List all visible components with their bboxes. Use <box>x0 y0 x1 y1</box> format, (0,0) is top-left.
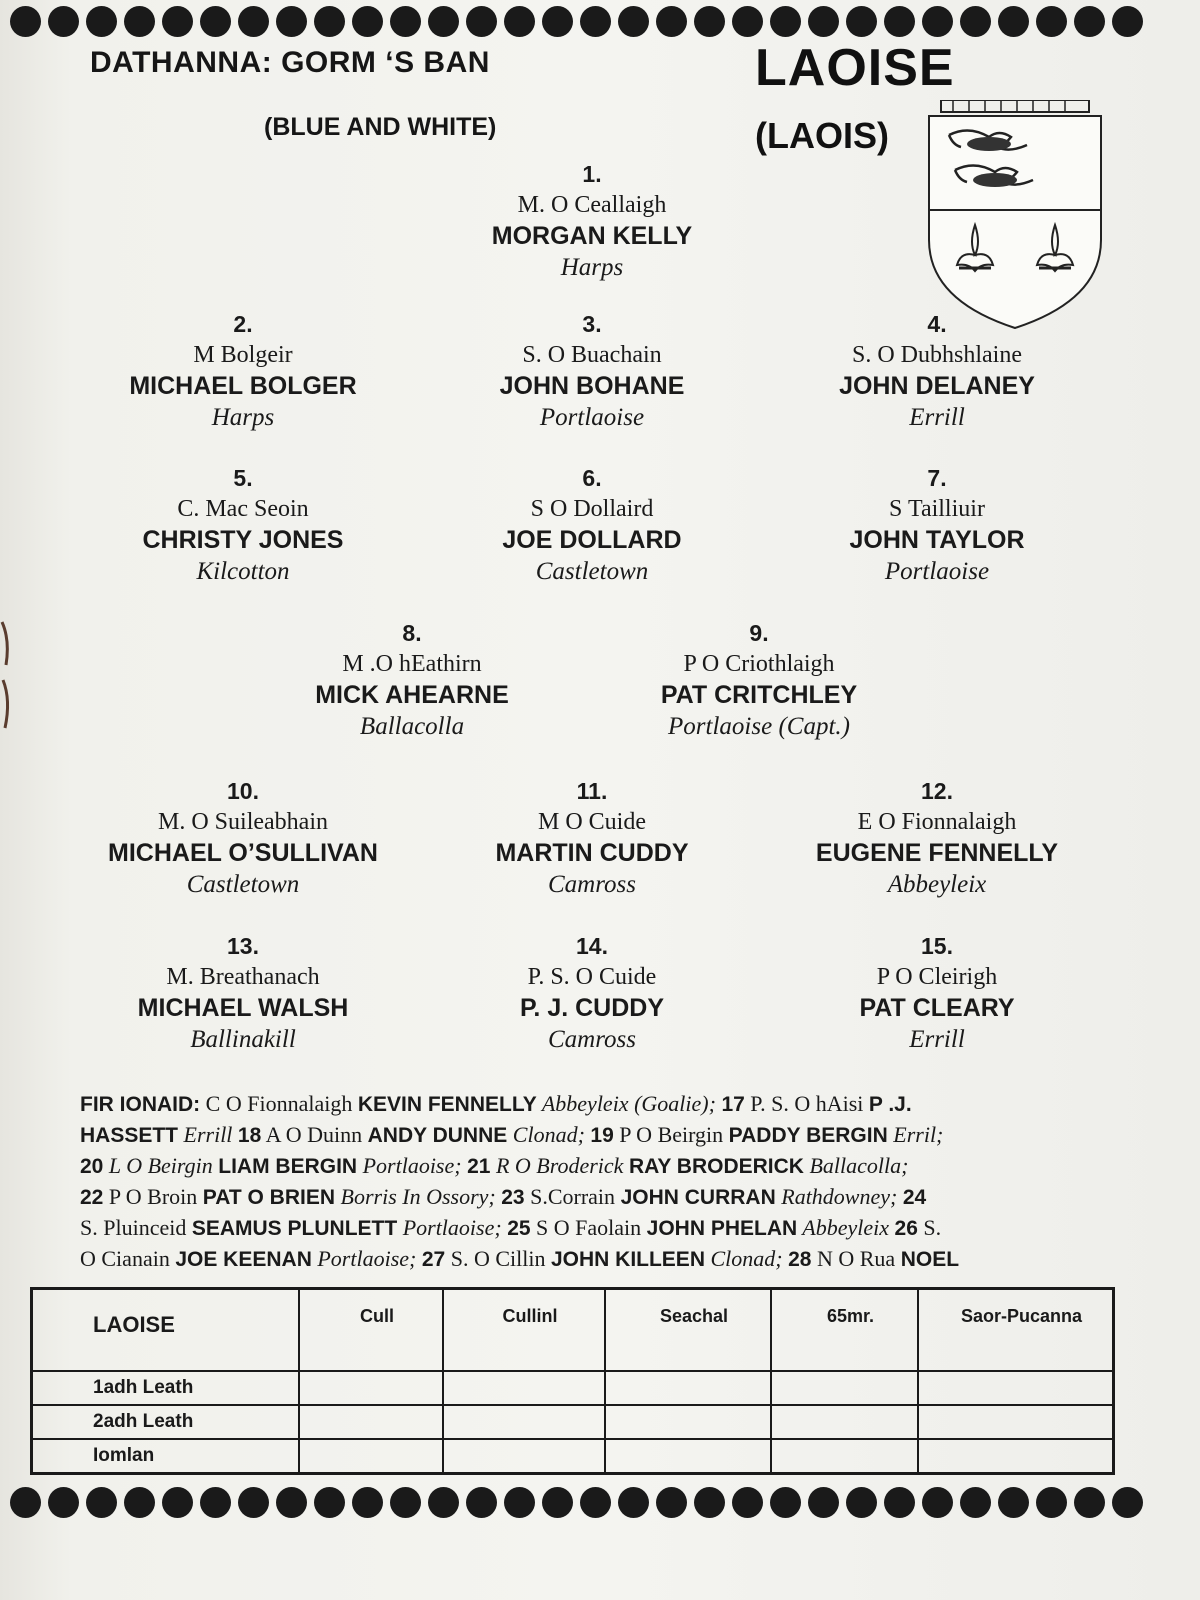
border-dot <box>656 6 687 37</box>
player-number: 1. <box>582 161 602 187</box>
sub-name: 25 <box>507 1217 531 1240</box>
player-club: Portlaoise <box>884 558 990 585</box>
border-dot <box>732 1487 763 1518</box>
sub-name: NOEL <box>900 1248 960 1271</box>
player-name: MICHAEL O’SULLIVAN <box>108 839 378 867</box>
player-irish-name: M. O Ceallaigh <box>517 192 667 218</box>
border-dot <box>428 1487 459 1518</box>
substitutes-list <box>80 1088 1120 1274</box>
border-dot <box>504 1487 535 1518</box>
border-dot <box>48 6 79 37</box>
sub-name: 17 <box>721 1093 745 1116</box>
sub-name: RAY BRODERICK <box>628 1155 804 1178</box>
score-cell <box>443 1439 605 1474</box>
border-dot <box>1036 6 1067 37</box>
sub-name: ANDY DUNNE <box>367 1124 508 1147</box>
player-irish-name: P O Cleirigh <box>876 964 998 990</box>
border-dot <box>352 6 383 37</box>
border-dot <box>200 6 231 37</box>
player-9 <box>594 617 924 742</box>
border-dot <box>124 1487 155 1518</box>
county-title: LAOISE <box>755 39 955 97</box>
player-club: Kilcotton <box>196 558 290 585</box>
player-name: PAT CRITCHLEY <box>660 681 858 709</box>
border-dot <box>1074 1487 1105 1518</box>
player-name: P. J. CUDDY <box>519 994 665 1022</box>
sub-name: 27 <box>421 1248 446 1271</box>
player-name: JOHN BOHANE <box>499 372 685 400</box>
score-cell <box>605 1439 771 1474</box>
border-dot <box>238 1487 269 1518</box>
player-irish-name: M. O Suileabhain <box>158 809 328 835</box>
substitutes-label: FIR IONAID: <box>80 1093 201 1116</box>
player-1 <box>427 158 757 283</box>
border-dot <box>770 6 801 37</box>
border-dot <box>884 1487 915 1518</box>
sub-detail: S.Corrain <box>524 1184 621 1209</box>
player-name: PAT CLEARY <box>859 994 1015 1022</box>
scoreboard-row <box>32 1439 1114 1474</box>
sub-detail: S. Pluinceid <box>80 1215 192 1240</box>
player-number: 11. <box>576 778 608 804</box>
sub-detail: Clonad; <box>704 1246 789 1271</box>
sub-detail: R O Broderick <box>490 1153 629 1178</box>
scoreboard-row-label: Iomlan <box>32 1439 300 1474</box>
sub-name: JOHN PHELAN <box>646 1217 798 1240</box>
border-dot <box>808 6 839 37</box>
score-cell <box>918 1439 1114 1474</box>
score-cell <box>443 1371 605 1405</box>
border-dot <box>10 1487 41 1518</box>
player-number: 5. <box>233 465 253 491</box>
score-cell <box>918 1371 1114 1405</box>
player-irish-name: M. Breathanach <box>166 964 320 990</box>
sub-name: 19 <box>590 1124 614 1147</box>
border-dot <box>732 6 763 37</box>
border-dot <box>922 1487 953 1518</box>
border-dot <box>922 6 953 37</box>
player-irish-name: P O Criothlaigh <box>683 651 835 677</box>
border-dot <box>86 1487 117 1518</box>
border-dot <box>352 1487 383 1518</box>
player-number: 10. <box>227 778 259 804</box>
border-dot <box>694 1487 725 1518</box>
sub-detail: S. <box>917 1215 942 1240</box>
border-dot <box>542 6 573 37</box>
substitutes-line <box>80 1150 1120 1181</box>
player-8 <box>247 617 577 742</box>
player-5 <box>78 462 408 587</box>
player-club: Errill <box>909 1026 965 1053</box>
sub-name: JOE KEENAN <box>175 1248 312 1271</box>
border-dot <box>390 6 421 37</box>
score-cell <box>918 1405 1114 1439</box>
border-dot <box>276 1487 307 1518</box>
bottom-dot-border <box>10 1487 1143 1518</box>
border-dot <box>1112 6 1143 37</box>
sub-detail: Portlaoise; <box>397 1215 508 1240</box>
border-dot <box>314 6 345 37</box>
player-irish-name: C. Mac Seoin <box>177 496 309 522</box>
player-club: Castletown <box>535 558 649 585</box>
border-dot <box>618 6 649 37</box>
sub-name: P .J. <box>868 1093 912 1116</box>
player-number: 2. <box>233 311 253 337</box>
sub-name: PAT O BRIEN <box>202 1186 336 1209</box>
sub-detail: Ballacolla; <box>803 1153 909 1178</box>
scoreboard-table <box>30 1287 1115 1475</box>
border-dot <box>542 1487 573 1518</box>
scoreboard-col-goals: Cull <box>299 1289 443 1372</box>
player-number: 13. <box>227 933 259 959</box>
border-dot <box>770 1487 801 1518</box>
border-dot <box>656 1487 687 1518</box>
player-irish-name: S. O Buachain <box>522 342 662 368</box>
colours-heading: DATHANNA: GORM ‘S BAN <box>90 46 490 79</box>
player-name: CHRISTY JONES <box>142 526 344 554</box>
player-14 <box>427 930 757 1055</box>
border-dot <box>580 6 611 37</box>
border-dot <box>48 1487 79 1518</box>
player-15 <box>772 930 1102 1055</box>
sub-detail: O Cianain <box>80 1246 176 1271</box>
border-dot <box>504 6 535 37</box>
sub-detail: Rathdowney; <box>775 1184 903 1209</box>
sub-detail: Clonad; <box>507 1122 591 1147</box>
border-dot <box>960 1487 991 1518</box>
sub-name: JOHN CURRAN <box>620 1186 776 1209</box>
player-13 <box>78 930 408 1055</box>
scoreboard-header-row <box>32 1289 1114 1372</box>
player-name: EUGENE FENNELLY <box>815 839 1059 867</box>
player-number: 12. <box>921 778 953 804</box>
player-number: 7. <box>927 465 947 491</box>
sub-name: 26 <box>894 1217 918 1240</box>
sub-name: LIAM BERGIN <box>218 1155 358 1178</box>
player-3 <box>427 308 757 433</box>
border-dot <box>124 6 155 37</box>
player-club: Camross <box>548 1026 636 1053</box>
border-dot <box>694 6 725 37</box>
binding-staple-icon <box>0 620 14 730</box>
sub-detail: P O Broin <box>103 1184 203 1209</box>
scoreboard-col-points: Cullinl <box>443 1289 605 1372</box>
player-irish-name: S Tailliuir <box>889 496 985 522</box>
sub-name: HASSETT <box>80 1124 179 1147</box>
player-club: Castletown <box>186 871 300 898</box>
sub-detail: C O Fionnalaigh <box>200 1091 358 1116</box>
border-dot <box>846 6 877 37</box>
player-irish-name: M O Cuide <box>538 809 646 835</box>
player-number: 6. <box>582 465 602 491</box>
sub-name: 21 <box>467 1155 491 1178</box>
sub-detail: N O Rua <box>811 1246 901 1271</box>
player-irish-name: E O Fionnalaigh <box>857 809 1017 835</box>
colours-english: (BLUE AND WHITE) <box>264 113 497 141</box>
player-number: 9. <box>749 620 769 646</box>
player-7 <box>772 462 1102 587</box>
border-dot <box>998 6 1029 37</box>
substitutes-line <box>80 1088 1120 1119</box>
score-cell <box>299 1405 443 1439</box>
player-club: Abbeyleix <box>887 871 987 898</box>
player-name: MICHAEL BOLGER <box>129 372 357 400</box>
scoreboard-row-label: 1adh Leath <box>32 1371 300 1405</box>
scoreboard-row <box>32 1405 1114 1439</box>
substitutes-line <box>80 1243 1120 1274</box>
border-dot <box>466 1487 497 1518</box>
scoreboard-row <box>32 1371 1114 1405</box>
sub-detail: Borris In Ossory; <box>335 1184 502 1209</box>
player-name: MORGAN KELLY <box>491 222 693 250</box>
border-dot <box>162 1487 193 1518</box>
border-dot <box>428 6 459 37</box>
border-dot <box>580 1487 611 1518</box>
sub-detail: Portlaoise; <box>357 1153 468 1178</box>
border-dot <box>390 1487 421 1518</box>
score-cell <box>605 1371 771 1405</box>
player-number: 3. <box>582 311 602 337</box>
score-cell <box>299 1371 443 1405</box>
sub-detail: Abbeyleix (Goalie); <box>536 1091 722 1116</box>
border-dot <box>10 6 41 37</box>
sub-detail: Erril; <box>887 1122 944 1147</box>
laois-crest-icon <box>925 100 1105 330</box>
border-dot <box>200 1487 231 1518</box>
border-dot <box>618 1487 649 1518</box>
player-club: Harps <box>560 254 624 281</box>
sub-name: 24 <box>902 1186 927 1209</box>
scoreboard-col-frees: Saor-Pucanna <box>918 1289 1114 1372</box>
player-irish-name: P. S. O Cuide <box>527 964 657 990</box>
player-club: Ballinakill <box>190 1026 296 1053</box>
border-dot <box>466 6 497 37</box>
sub-detail: L O Beirgin <box>103 1153 219 1178</box>
border-dot <box>998 1487 1029 1518</box>
substitutes-line <box>80 1119 1120 1150</box>
player-club: Portlaoise (Capt.) <box>668 713 850 740</box>
border-dot <box>1036 1487 1067 1518</box>
substitutes-line <box>80 1181 1120 1212</box>
sub-name: SEAMUS PLUNLETT <box>191 1217 398 1240</box>
sub-name: 20 <box>80 1155 104 1178</box>
border-dot <box>238 6 269 37</box>
scoreboard-team: LAOISE <box>32 1289 300 1372</box>
player-irish-name: M Bolgeir <box>193 342 293 368</box>
sub-detail: P. S. O hAisi <box>744 1091 869 1116</box>
sub-detail: S. O Cillin <box>445 1246 551 1271</box>
sub-name: KEVIN FENNELLY <box>357 1093 537 1116</box>
player-irish-name: S. O Dubhshlaine <box>852 342 1022 368</box>
border-dot <box>1112 1487 1143 1518</box>
player-name: JOE DOLLARD <box>502 526 682 554</box>
player-11 <box>427 775 757 900</box>
player-club: Portlaoise <box>539 404 645 431</box>
border-dot <box>276 6 307 37</box>
border-dot <box>86 6 117 37</box>
border-dot <box>1074 6 1105 37</box>
player-name: JOHN TAYLOR <box>849 526 1025 554</box>
score-cell <box>605 1405 771 1439</box>
player-name: MICK AHEARNE <box>315 681 509 709</box>
player-club: Harps <box>211 404 275 431</box>
scoreboard-row-label: 2adh Leath <box>32 1405 300 1439</box>
score-cell <box>771 1439 918 1474</box>
border-dot <box>884 6 915 37</box>
sub-name: JOHN KILLEEN <box>550 1248 705 1271</box>
sub-name: 22 <box>80 1186 104 1209</box>
border-dot <box>808 1487 839 1518</box>
sub-name: 23 <box>501 1186 525 1209</box>
player-name: JOHN DELANEY <box>839 372 1035 400</box>
player-name: MARTIN CUDDY <box>495 839 689 867</box>
sub-name: 18 <box>237 1124 262 1147</box>
player-club: Errill <box>909 404 965 431</box>
sub-detail: Errill <box>178 1122 238 1147</box>
county-english: (LAOIS) <box>755 115 889 156</box>
substitutes-line <box>80 1212 1120 1243</box>
sub-name: PADDY BERGIN <box>728 1124 888 1147</box>
player-club: Camross <box>548 871 636 898</box>
border-dot <box>960 6 991 37</box>
sub-detail: Portlaoise; <box>311 1246 422 1271</box>
player-6 <box>427 462 757 587</box>
player-12 <box>772 775 1102 900</box>
player-number: 15. <box>921 933 953 959</box>
sub-detail: P O Beirgin <box>613 1122 729 1147</box>
score-cell <box>299 1439 443 1474</box>
player-number: 8. <box>402 620 422 646</box>
player-number: 14. <box>576 933 608 959</box>
player-2 <box>78 308 408 433</box>
score-cell <box>771 1405 918 1439</box>
border-dot <box>162 6 193 37</box>
sub-name: 28 <box>788 1248 812 1271</box>
border-dot <box>314 1487 345 1518</box>
sub-detail: Abbeyleix <box>797 1215 895 1240</box>
top-dot-border <box>10 6 1143 37</box>
player-number: 4. <box>927 311 947 337</box>
scoreboard-col-65s: 65mr. <box>771 1289 918 1372</box>
score-cell <box>443 1405 605 1439</box>
player-irish-name: S O Dollaird <box>530 496 654 522</box>
player-irish-name: M .O hEathirn <box>342 651 482 677</box>
border-dot <box>846 1487 877 1518</box>
player-4 <box>772 308 1102 433</box>
sub-detail: S O Faolain <box>530 1215 647 1240</box>
sub-detail: A O Duinn <box>261 1122 368 1147</box>
score-cell <box>771 1371 918 1405</box>
player-club: Ballacolla <box>359 713 465 740</box>
player-name: MICHAEL WALSH <box>137 994 349 1022</box>
scoreboard-col-wides: Seachal <box>605 1289 771 1372</box>
player-10 <box>78 775 408 900</box>
